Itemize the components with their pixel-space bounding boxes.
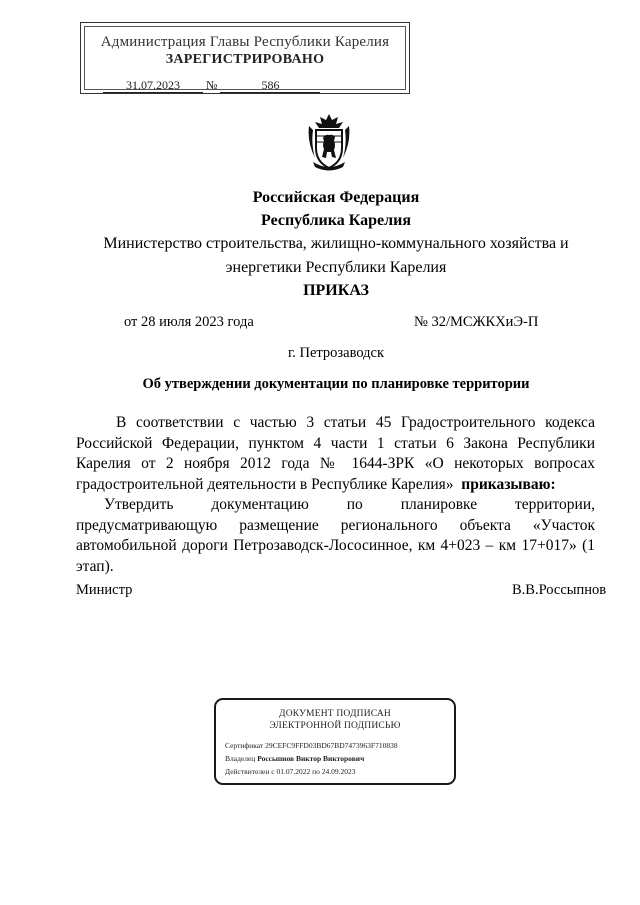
order-title: Об утверждении документации по планировке территории [142,376,530,392]
preamble-text: В соответствии с частью 3 статьи 45 Градостроительного кодекса Российской Федерации, пунктом 4 части 1 статьи 6 Закона Республики Карелия от 2 ноября 2012 года № 1644-ЗРК «О некоторых вопросах градостроительной деятельности в Республике Карелия» [76,414,595,493]
order-verb: приказываю: [461,475,556,493]
country-name: Российская Федерация [252,189,420,206]
stamp-date: 31.07.2023 [103,79,203,93]
karelia-coat-of-arms-icon [303,112,355,172]
body-paragraph-1 [76,413,595,495]
esign-valid-from: 01.07.2022 [276,767,311,776]
stamp-registration-line [103,78,320,93]
esign-certificate [225,741,398,750]
esign-certificate-value: 29CEFC9FFD03BD67BD7473963F710838 [265,741,398,750]
ministry-name-line1: Министерство строительства, жилищно-коммунального хозяйства и [103,235,569,252]
esign-title-line2: ЭЛЕКТРОННОЙ ПОДПИСЬЮ [269,721,401,731]
region-name: Республика Карелия [261,212,411,229]
esign-owner-value: Россыпнов Виктор Викторович [257,754,365,763]
document-type: ПРИКАЗ [303,282,369,299]
signatory-position: Министр [76,582,133,598]
esign-title-line1: ДОКУМЕНТ ПОДПИСАН [279,709,391,719]
signatory-name: В.В.Россыпнов [512,582,607,598]
electronic-signature-box [214,698,456,785]
stamp-number: 586 [220,79,320,93]
body-paragraph-2: Утвердить документацию по планировке территории, предусматривающую размещение регионального объекта «Участок автомобильной дороги Петрозаводск-Лососинное, км 4+023 – км 17+017» (1 этап). [76,496,595,575]
registration-stamp [80,22,410,94]
order-number: № 32/МСЖКХиЭ-П [414,314,539,330]
stamp-number-label: № [206,78,218,92]
esign-valid-label: Действителен с [225,767,275,776]
esign-owner [225,754,364,763]
esign-validity [225,767,356,776]
stamp-status: ЗАРЕГИСТРИРОВАНО [165,52,325,67]
order-date: от 28 июля 2023 года [124,314,254,330]
esign-owner-label: Владелец [225,754,256,763]
esign-valid-to-label: по [312,767,320,776]
order-body [76,413,595,577]
ministry-name-line2: энергетики Республики Карелия [225,259,447,276]
stamp-organization: Администрация Главы Республики Карелия [100,34,390,50]
esign-valid-to: 24.09.2023 [321,767,356,776]
order-city: г. Петрозаводск [287,345,385,361]
esign-certificate-label: Сертификат [225,741,264,750]
